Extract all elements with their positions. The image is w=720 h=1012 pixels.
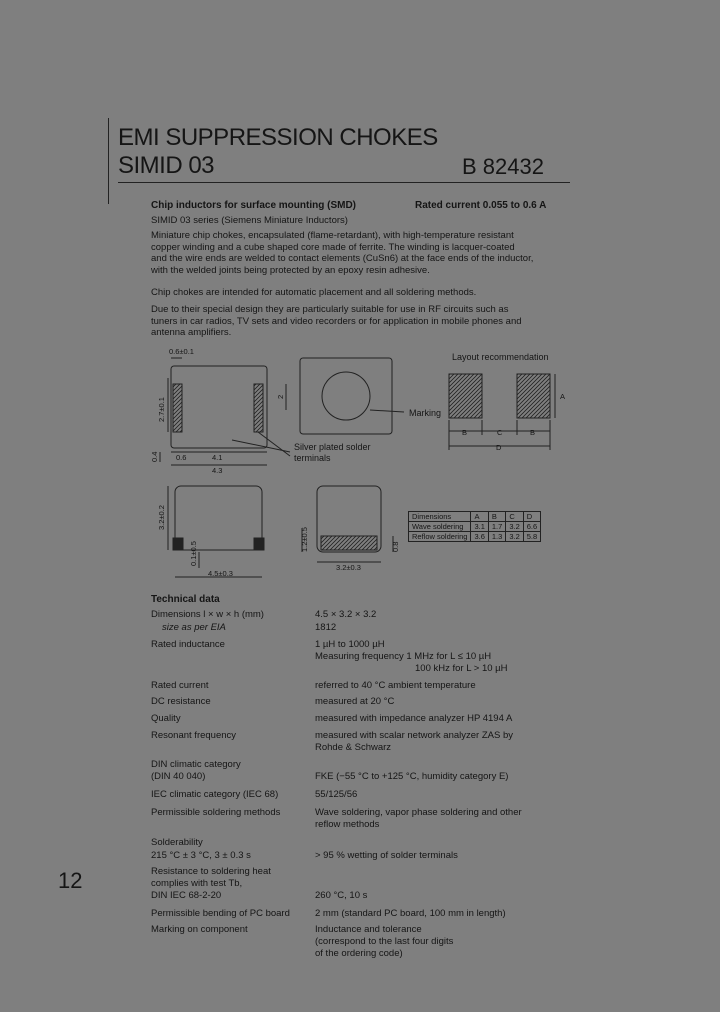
layout-title: Layout recommendation [452, 352, 549, 362]
table-cell: 1.3 [488, 532, 505, 542]
marking-circle [322, 372, 370, 420]
solderability-value: > 95 % wetting of solder terminals [315, 850, 458, 861]
soldering-heat-value: 260 °C, 10 s [315, 890, 368, 901]
dim-bottom-left-label: 0.4 [150, 451, 159, 462]
soldering-methods-label: Permissible soldering methods [151, 807, 281, 818]
quality-label: Quality [151, 713, 181, 724]
din-climatic-label-1: DIN climatic category [151, 759, 241, 770]
resonant-frequency-value-1: measured with scalar network analyzer ZAS by [315, 730, 513, 741]
table-row [409, 532, 541, 542]
dim-seg2-label: 4.1 [212, 453, 223, 462]
dim-end-thick-label: 0.8 [391, 541, 400, 552]
table-header-cell: A [471, 512, 488, 522]
dim-length-label: 4.5±0.3 [208, 569, 233, 578]
dim-top-label: 0.6±0.1 [169, 347, 194, 356]
series-description: SIMID 03 series (Siemens Miniature Inductors) [151, 215, 348, 226]
table-header-row [409, 512, 541, 522]
front-terminal-right [254, 384, 263, 432]
dim-side-height-label: 3.2±0.2 [157, 505, 166, 530]
para1-line: and the wire ends are welded to contact elements (CuSn6) at the face ends of the inductor, [151, 253, 534, 264]
dimensions-table [408, 511, 541, 542]
eia-value: 1812 [315, 622, 337, 633]
table-row [409, 522, 541, 532]
page-title: EMI SUPPRESSION CHOKES [118, 124, 438, 151]
para1-line: Miniature chip chokes, encapsulated (flame-retardant), with high-temperature resistant [151, 230, 514, 241]
table-cell: 3.1 [471, 522, 488, 532]
din-climatic-value: FKE (−55 °C to +125 °C, humidity category E) [315, 771, 509, 782]
dimensions-label: Dimensions l × w × h (mm) [151, 609, 264, 620]
inductance-value: 1 µH to 1000 µH [315, 639, 385, 650]
table-cell: 3.2 [506, 522, 523, 532]
para3-line: antenna amplifiers. [151, 327, 232, 338]
solderability-label-2: 215 °C ± 3 °C, 3 ± 0.3 s [151, 850, 251, 861]
side-foot-right [254, 538, 264, 550]
soldering-heat-label-1: Resistance to soldering heat [151, 866, 271, 877]
rated-current-heading: Rated current 0.055 to 0.6 A [415, 200, 547, 211]
soldering-methods-value-1: Wave soldering, vapor phase soldering and other [315, 807, 522, 818]
din-climatic-label-2: (DIN 40 040) [151, 771, 206, 782]
measuring-frequency-2: 100 kHz for L > 10 µH [415, 663, 508, 674]
dim-foot-label: 0.1±0.5 [189, 541, 198, 566]
marking-label: Marking [409, 408, 442, 418]
table-cell: Reflow soldering [409, 532, 471, 542]
quality-value: measured with impedance analyzer HP 4194 A [315, 713, 513, 724]
para1-line: copper winding and a cube shaped core made of ferrite. The winding is lacquer-coated [151, 241, 515, 253]
dc-resistance-value: measured at 20 °C [315, 696, 395, 707]
dim-seg1-label: 0.6 [176, 453, 187, 462]
part-number: B 82432 [462, 154, 544, 179]
top-view-body [300, 358, 392, 434]
component-marking-value-3: of the ordering code) [315, 948, 403, 959]
dim-height-label: 2.7±0.1 [157, 397, 166, 422]
iec-climatic-value: 55/125/56 [315, 789, 358, 800]
table-header-cell: B [488, 512, 505, 522]
iec-climatic-label: IEC climatic category (IEC 68) [151, 789, 279, 800]
layout-dim-A: A [560, 392, 566, 401]
layout-dim-B-right: B [530, 428, 536, 437]
layout-dim-C: C [497, 428, 503, 437]
front-view-body [171, 366, 267, 448]
resonant-frequency-label: Resonant frequency [151, 730, 237, 741]
layout-dim-B-left: B [462, 428, 468, 437]
table-cell: 3.6 [471, 532, 488, 542]
eia-label: size as per EIA [162, 622, 226, 633]
table-header-cell: D [523, 512, 540, 522]
component-marking-value-1: Inductance and tolerance [315, 924, 422, 935]
rated-current-label: Rated current [151, 680, 209, 691]
table-cell: 6.6 [523, 522, 540, 532]
technical-data-heading: Technical data [151, 594, 220, 605]
dimensions-value: 4.5 × 3.2 × 3.2 [315, 609, 377, 620]
side-view-body [175, 486, 262, 550]
front-terminal-left [173, 384, 182, 432]
layout-dim-D: D [496, 443, 502, 452]
measuring-frequency-1: Measuring frequency 1 MHz for L ≤ 10 µH [315, 651, 492, 662]
soldering-methods-value-2: reflow methods [315, 819, 380, 830]
table-cell: Wave soldering [409, 522, 471, 532]
table-cell: 5.8 [523, 532, 540, 542]
pc-board-bending-label: Permissible bending of PC board [151, 908, 290, 919]
page-number: 12 [58, 868, 83, 893]
product-series-title: SIMID 03 [118, 152, 215, 179]
table-cell: 1.7 [488, 522, 505, 532]
subtitle: Chip inductors for surface mounting (SMD) [151, 200, 356, 211]
dim-total-label: 4.3 [212, 466, 223, 475]
dim-end-height-label: 1.2±0.5 [300, 527, 309, 552]
table-header-cell: Dimensions [409, 512, 471, 522]
dim-width-label: 3.2±0.3 [336, 563, 361, 572]
solder-label-line1: Silver plated solder [294, 442, 371, 452]
rated-current-value: referred to 40 °C ambient temperature [315, 680, 476, 691]
end-terminal [321, 536, 377, 550]
soldering-heat-label-2: complies with test Tb, [151, 878, 243, 889]
resonant-frequency-value-2: Rohde & Schwarz [315, 742, 392, 753]
layout-pad-left [449, 374, 482, 418]
para3-line: Due to their special design they are particularly suitable for use in RF circuits such as [151, 304, 509, 315]
para3-line: tuners in car radios, TV sets and video recorders or for application in mobile phones and [151, 315, 522, 327]
component-marking-label: Marking on component [151, 924, 248, 935]
component-marking-value-2: (correspond to the last four digits [315, 936, 454, 947]
side-foot-left [173, 538, 183, 550]
table-header-cell: C [506, 512, 523, 522]
solderability-label-1: Solderability [151, 837, 203, 848]
intro-paragraph-2: Chip chokes are intended for automatic placement and all soldering methods. [151, 287, 477, 298]
pc-board-bending-value: 2 mm (standard PC board, 100 mm in length) [315, 908, 506, 919]
dc-resistance-label: DC resistance [151, 696, 211, 707]
dim-side-label: 2 [276, 394, 285, 399]
layout-pad-right [517, 374, 550, 418]
solder-label-line2: terminals [294, 453, 331, 463]
soldering-heat-label-3: DIN IEC 68-2-20 [151, 890, 222, 901]
table-cell: 3.2 [506, 532, 523, 542]
inductance-label: Rated inductance [151, 639, 225, 650]
para1-line: with the welded joints being protected by an epoxy resin adhesive. [151, 264, 430, 276]
